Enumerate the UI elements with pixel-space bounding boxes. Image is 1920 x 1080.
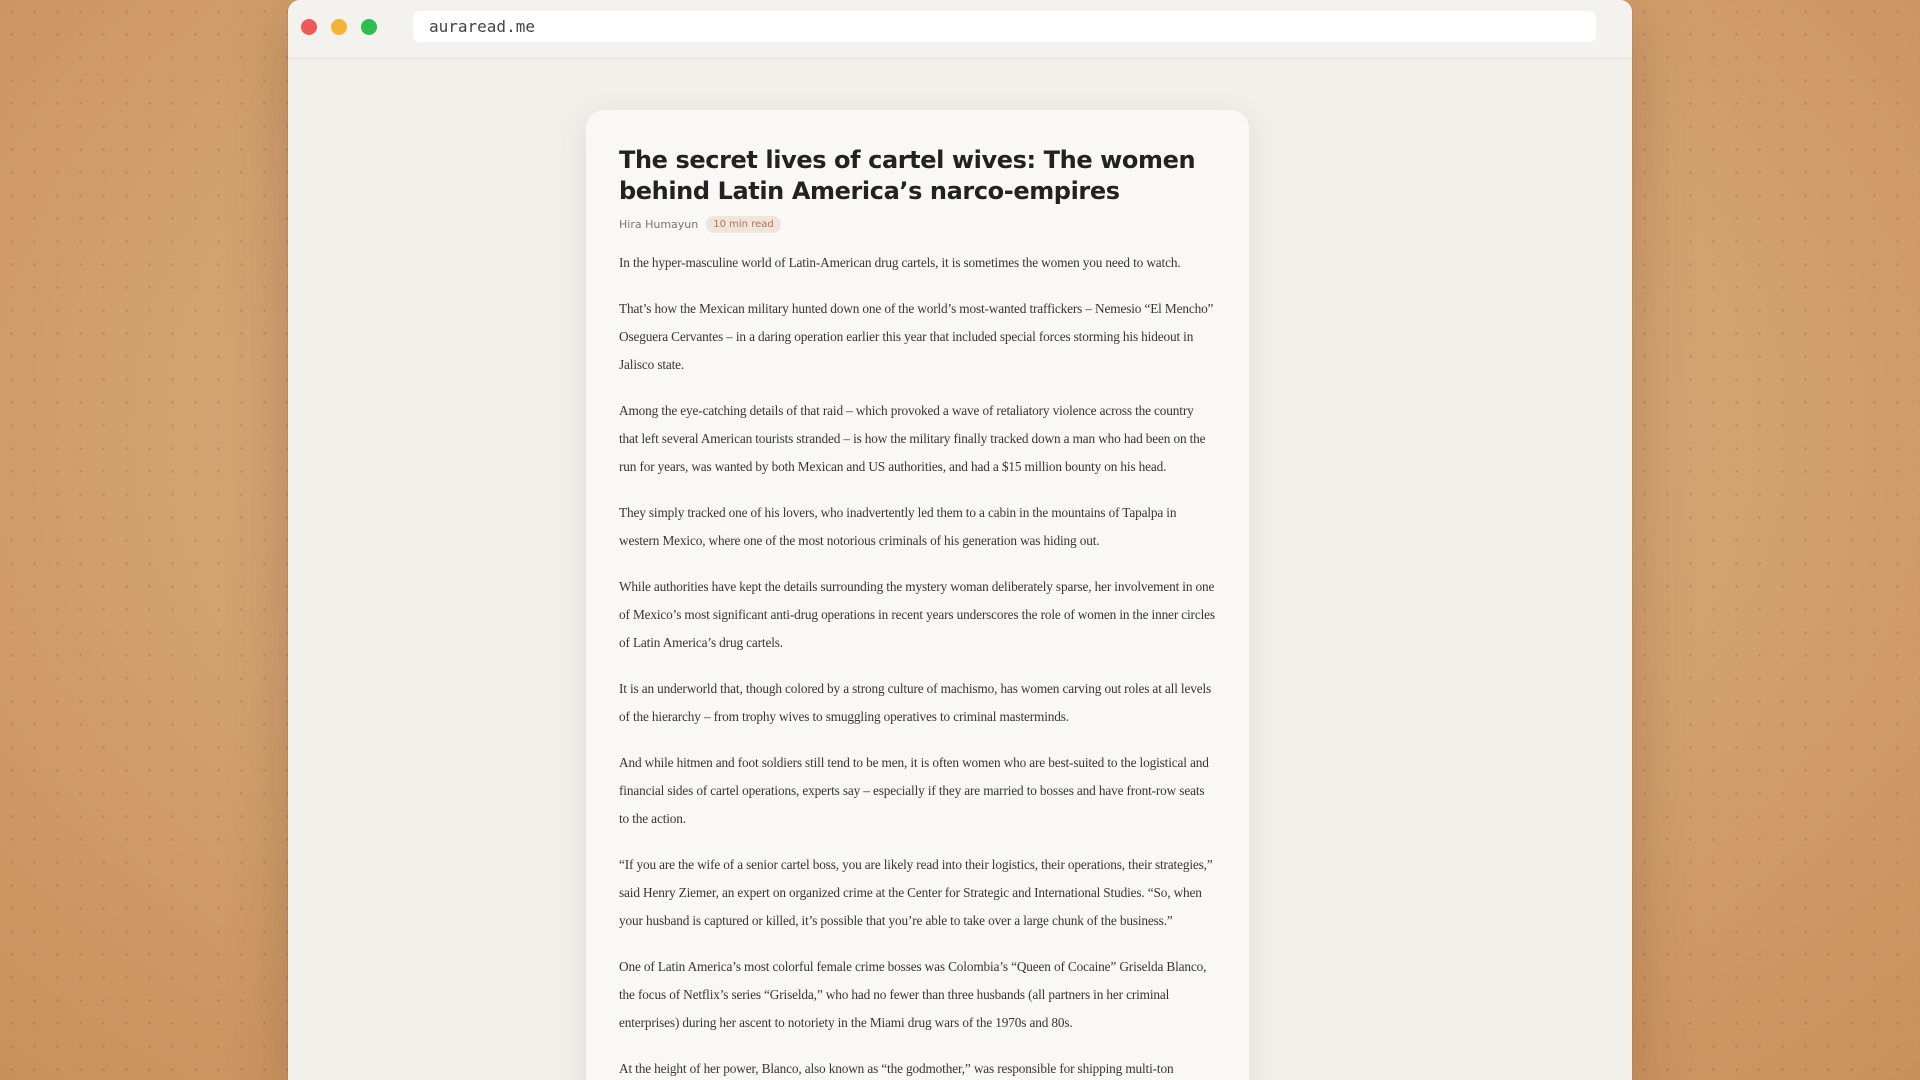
article-body (619, 249, 1216, 1080)
close-window-button[interactable] (301, 19, 317, 35)
article-author: Hira Humayun (619, 217, 699, 231)
article-paragraph: That’s how the Mexican military hunted down one of the world’s most-wanted traffickers – Nemesio “El Mencho” Oseguera Cervantes – in a daring operation earlier this year that included special forces storming his hideout in Jalisco state. (619, 301, 1214, 372)
page-content (288, 59, 1632, 1080)
title-bar (288, 0, 1632, 59)
browser-window (288, 0, 1632, 1080)
article-paragraph: At the height of her power, Blanco, also known as “the godmother,” was responsible for shipping multi-ton (619, 1061, 1174, 1076)
article-paragraph: In the hyper-masculine world of Latin-American drug cartels, it is sometimes the women you need to watch. (619, 255, 1181, 270)
article-paragraph: They simply tracked one of his lovers, who inadvertently led them to a cabin in the mountains of Tapalpa in western Mexico, where one of the most notorious criminals of his generation was hiding out. (619, 505, 1177, 548)
article-paragraph: It is an underworld that, though colored by a strong culture of machismo, has women carving out roles at all levels of the hierarchy – from trophy wives to smuggling operatives to criminal masterminds. (619, 681, 1212, 724)
article-paragraph: Among the eye-catching details of that raid – which provoked a wave of retaliatory violence across the country that left several American tourists stranded – is how the military finally tracked down a man who had been on the run for years, was wanted by both Mexican and US authorities, and had a $15 million bounty on his head. (619, 403, 1206, 474)
address-bar[interactable]: auraread.me (413, 11, 1596, 42)
article-title: The secret lives of cartel wives: The women behind Latin America’s narco-empires (619, 146, 1196, 205)
read-time-badge: 10 min read (706, 216, 780, 233)
article-meta (619, 214, 1216, 234)
article-paragraph: “If you are the wife of a senior cartel boss, you are likely read into their logistics, their operations, their strategies,” said Henry Ziemer, an expert on organized crime at the Center for Strategic and International Studies. “So, when your husband is captured or killed, it’s possible that you’re able to take over a large chunk of the business.” (619, 857, 1213, 928)
article-paragraph: One of Latin America’s most colorful female crime bosses was Colombia’s “Queen of Cocaine” Griselda Blanco, the focus of Netflix’s series “Griselda,” who had no fewer than three husbands (all partners in her criminal enterprises) during her ascent to notoriety in the Miami drug wars of the 1970s and 80s. (619, 959, 1207, 1030)
maximize-window-button[interactable] (361, 19, 377, 35)
article-paragraph: And while hitmen and foot soldiers still tend to be men, it is often women who are best-suited to the logistical and financial sides of cartel operations, experts say – especially if they are married to bosses and have front-row seats to the action. (619, 755, 1209, 826)
article-card (586, 110, 1249, 1080)
article-paragraph: While authorities have kept the details surrounding the mystery woman deliberately sparse, her involvement in one of Mexico’s most significant anti-drug operations in recent years underscores the role of women in the inner circles of Latin America’s drug cartels. (619, 579, 1215, 650)
minimize-window-button[interactable] (331, 19, 347, 35)
